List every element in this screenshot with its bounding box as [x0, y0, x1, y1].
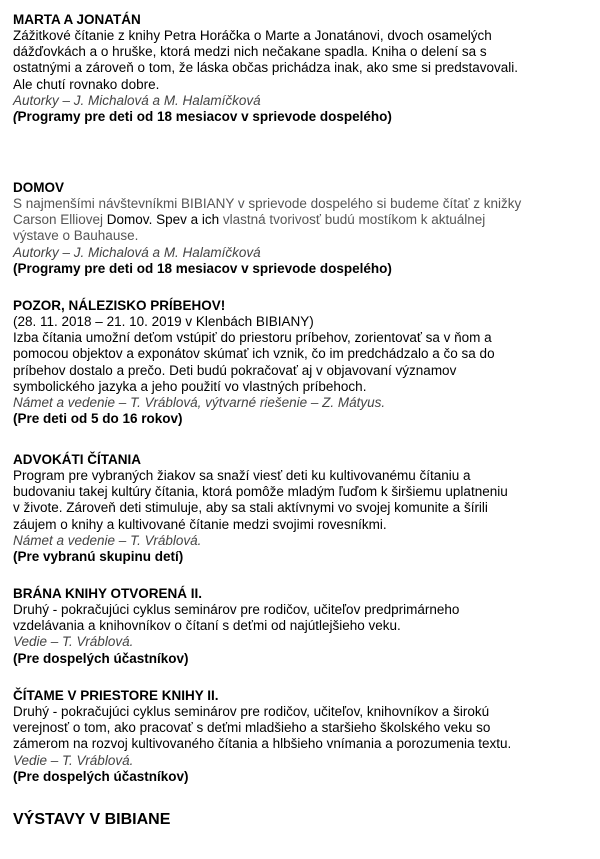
authors: Vedie – T. Vráblová. — [13, 634, 134, 650]
authors: Autorky – J. Michalová a M. Halamíčková — [13, 244, 261, 260]
body-line: vzdelávania a knihovníkov o čítaní s deťmi od najútlejšieho veku. — [13, 618, 401, 634]
body-line: symbolického jazyka a jeho použití vo vlastných príbehoch. — [13, 378, 367, 394]
note-open-paren: ( — [13, 109, 18, 125]
authors: Námet a vedenie – T. Vráblová. — [13, 532, 202, 548]
body-line: Zážitkové čítanie z knihy Petra Horáčka o Marte a Jonatánovi, dvoch osamelých — [13, 28, 492, 43]
body-line — [13, 212, 593, 228]
body-text: . Spev a ich — [148, 212, 223, 228]
body-line: Izba čítania umožní deťom vstúpiť do priestoru príbehov, zorientovať sa v ňom a — [13, 330, 492, 346]
body-line: budovaniu takej kultúry čítania, ktorá pomôže mladým ľuďom k širšiemu uplatneniu — [13, 484, 508, 500]
audience-note: (Pre vybranú skupinu detí) — [13, 549, 184, 565]
body-line: výstave o Bauhause. — [13, 228, 139, 244]
section-domov — [13, 180, 593, 277]
body-text: Carson Elliovej — [13, 212, 107, 228]
body-line: v živote. Zároveň deti stimuluje, aby sa stali aktívnymi vo svojej komunite a šírili — [13, 500, 488, 516]
section-title: MARTA A JONATÁN — [13, 12, 141, 27]
section-pozor-nalezisko — [13, 298, 593, 427]
authors: Námet a vedenie – T. Vráblová, výtvarné riešenie – Z. Mátyus. — [13, 395, 386, 411]
body-line: Program pre vybraných žiakov sa snaží viesť deti ku kultivovanému čítaniu a — [13, 468, 471, 483]
audience-note: (Programy pre deti od 18 mesiacov v sprievode dospelého) — [13, 260, 392, 276]
body-line: záujem o knihy a kultivované čítanie medzi svojimi rovesníkmi. — [13, 516, 387, 532]
section-brana-knihy — [13, 586, 593, 667]
body-line: pomocou objektov a exponátov skúmať ich vznik, čo im predchádzalo a čo sa do — [13, 346, 495, 362]
body-line: ostatnými a zároveň o tom, že láska občas prichádza inak, ako sme si predstavovali. — [13, 60, 518, 76]
audience-note — [13, 109, 593, 125]
body-line: Ale chutí rovnako dobre. — [13, 76, 160, 92]
body-line: Druhý - pokračujúci cyklus seminárov pre rodičov, učiteľov predprimárneho — [13, 602, 460, 617]
body-line: dážďovkách a o hruške, ktorá medzi nich nečakane spadla. Kniha o delení sa s — [13, 44, 487, 60]
body-text: vlastná tvorivosť budú mostíkom k aktuálnej — [222, 212, 486, 228]
section-title: ADVOKÁTI ČÍTANIA — [13, 452, 141, 467]
section-title: ČÍTAME V PRIESTORE KNIHY II. — [13, 688, 219, 703]
body-line: verejnosť o tom, ako pracovať s deťmi mladšieho a staršieho školského veku so — [13, 720, 491, 736]
body-line: Druhý - pokračujúci cyklus seminárov pre rodičov, učiteľov, knihovníkov a širokú — [13, 704, 490, 719]
note-text: Programy pre deti od 18 mesiacov v sprievode dospelého) — [17, 109, 392, 125]
authors: Vedie – T. Vráblová. — [13, 752, 134, 768]
authors: Autorky – J. Michalová a M. Halamíčková — [13, 92, 261, 108]
section-advokati-citania — [13, 452, 593, 565]
body-line: príbehov dostalo a prečo. Deti budú pokračovať aj v objavovaní významov — [13, 362, 457, 378]
audience-note: (Pre dospelých účastníkov) — [13, 768, 189, 784]
exhibitions-heading: VÝSTAVY V BIBIANE — [13, 811, 171, 828]
section-title: BRÁNA KNIHY OTVORENÁ II. — [13, 586, 203, 601]
section-citame-v-priestore — [13, 688, 593, 785]
section-title: POZOR, NÁLEZISKO PRÍBEHOV! — [13, 298, 226, 313]
body-line: zámerom na rozvoj kultivovaného čítania a hlbšieho vnímania a porozumenia textu. — [13, 736, 512, 752]
exhibitions-heading-block — [13, 810, 593, 830]
audience-note: (Pre dospelých účastníkov) — [13, 650, 189, 666]
body-line: S najmenšími návštevníkmi BIBIANY v sprievode dospelého si budeme čítať z knižky — [13, 196, 522, 211]
section-marta-a-jonatan — [13, 12, 593, 125]
section-title: DOMOV — [13, 180, 65, 195]
audience-note: (Pre deti od 5 do 16 rokov) — [13, 411, 183, 427]
book-title: Domov — [106, 212, 149, 228]
dates: (28. 11. 2018 – 21. 10. 2019 v Klenbách BIBIANY) — [13, 314, 314, 329]
